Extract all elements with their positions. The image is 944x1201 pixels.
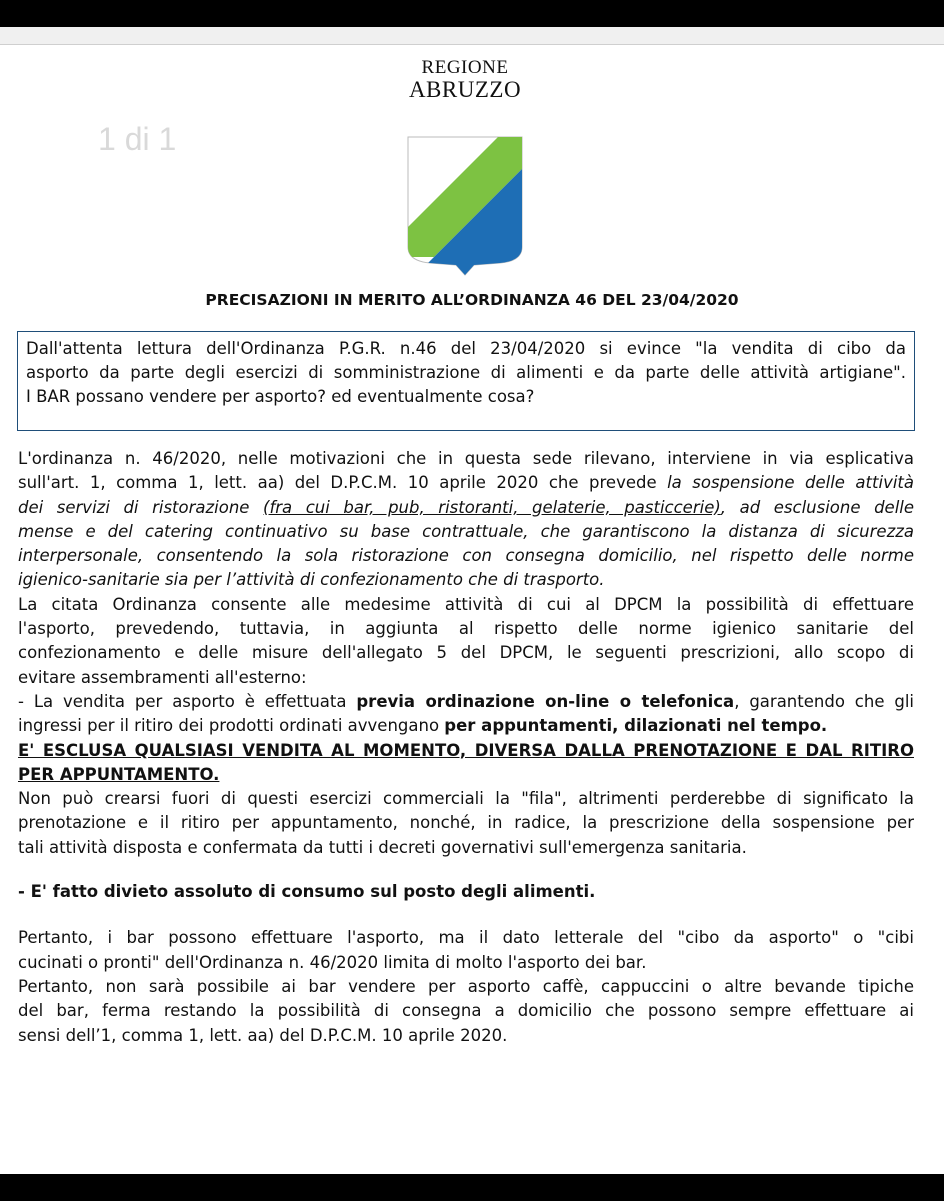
paragraph-line: mense e del catering continuativo su base contrattuale, che garantiscono la distanza di sicurezza xyxy=(18,521,914,541)
document-body xyxy=(18,447,914,1048)
paragraph-line: evitare assembramenti all'esterno: xyxy=(18,667,307,687)
paragraph-line: Pertanto, non sarà possibile ai bar vendere per asporto caffè, cappuccini o altre bevande tipiche xyxy=(18,976,914,996)
logo-line-regione: REGIONE xyxy=(421,57,509,78)
page-counter: 1 di 1 xyxy=(98,121,177,157)
underlined-list: (fra cui bar, pub, ristoranti, gelaterie, pasticcerie) xyxy=(263,497,721,517)
question-line: Dall'attenta lettura dell'Ordinanza P.G.R. n.46 del 23/04/2020 si evince "la vendita di cibo da xyxy=(26,339,906,358)
paragraph-line: Pertanto, i bar possono effettuare l'asporto, ma il dato letterale del "cibo da asporto" o "cibi xyxy=(18,928,914,948)
notice-line: PER APPUNTAMENTO. xyxy=(18,764,220,784)
paragraph-line: La citata Ordinanza consente alle medesime attività di cui al DPCM la possibilità di effettuare xyxy=(18,594,914,614)
regione-abruzzo-logo xyxy=(400,57,530,102)
question-line: asporto da parte degli esercizi di somministrazione di alimenti e da parte delle attività artigiane". xyxy=(26,363,906,382)
paragraph-line: dei servizi di ristorazione (fra cui bar, pub, ristoranti, gelaterie, pasticcerie), ad esclusione delle xyxy=(18,497,914,517)
paragraph-line: sensi dell’1, comma 1, lett. aa) del D.P.C.M. 10 aprile 2020. xyxy=(18,1025,508,1045)
viewer-top-strip xyxy=(0,27,944,45)
bullet-line: ingressi per il ritiro dei prodotti ordinati avvengano per appuntamenti, dilazionati nel tempo. xyxy=(18,716,828,736)
document-page xyxy=(0,27,944,1174)
bullet-line: - E' fatto divieto assoluto di consumo sul posto degli alimenti. xyxy=(18,882,596,902)
question-line: I BAR possano vendere per asporto? ed eventualmente cosa? xyxy=(26,387,535,406)
paragraph-line: confezionamento e delle misure dell'allegato 5 del DPCM, le seguenti prescrizioni, allo scopo di xyxy=(18,643,914,663)
paragraph-line: cucinati o pronti" dell'Ordinanza n. 46/2020 limita di molto l'asporto dei bar. xyxy=(18,952,647,972)
notice-line: E' ESCLUSA QUALSIASI VENDITA AL MOMENTO, DIVERSA DALLA PRENOTAZIONE E DAL RITIRO xyxy=(18,740,914,760)
paragraph-line: igienico-sanitarie sia per l’attività di confezionamento che di trasporto. xyxy=(18,570,605,590)
bullet-line: - La vendita per asporto è effettuata previa ordinazione on-line o telefonica, garantendo che gli xyxy=(18,691,914,711)
paragraph-line: L'ordinanza n. 46/2020, nelle motivazioni che in questa sede rilevano, interviene in via esplicativa xyxy=(18,449,914,468)
paragraph-line: Non può crearsi fuori di questi esercizi commerciali la "fila", altrimenti perderebbe di significato la xyxy=(18,789,914,809)
paragraph-line: l'asporto, prevedendo, tuttavia, in aggiunta al rispetto delle norme igienico sanitarie del xyxy=(18,619,914,639)
document-heading: PRECISAZIONI IN MERITO ALL’ORDINANZA 46 DEL 23/04/2020 xyxy=(205,291,739,309)
paragraph-line: interpersonale, consentendo la sola ristorazione con consegna domicilio, nel rispetto delle norme xyxy=(18,546,914,566)
paragraph-line: del bar, ferma restando la possibilità di consegna a domicilio che possono sempre effettuare ai xyxy=(18,1001,914,1021)
paragraph-line: prenotazione e il ritiro per appuntamento, nonché, in radice, la prescrizione della sospensione per xyxy=(18,813,914,833)
paragraph-line: tali attività disposta e confermata da tutti i decreti governativi sull'emergenza sanitaria. xyxy=(18,837,747,857)
crest-shield-icon xyxy=(400,107,530,287)
question-box xyxy=(17,331,915,431)
logo-line-abruzzo: ABRUZZO xyxy=(408,77,522,102)
paragraph-line: sull'art. 1, comma 1, lett. aa) del D.P.C.M. 10 aprile 2020 che prevede la sospensione delle attività xyxy=(18,473,914,493)
